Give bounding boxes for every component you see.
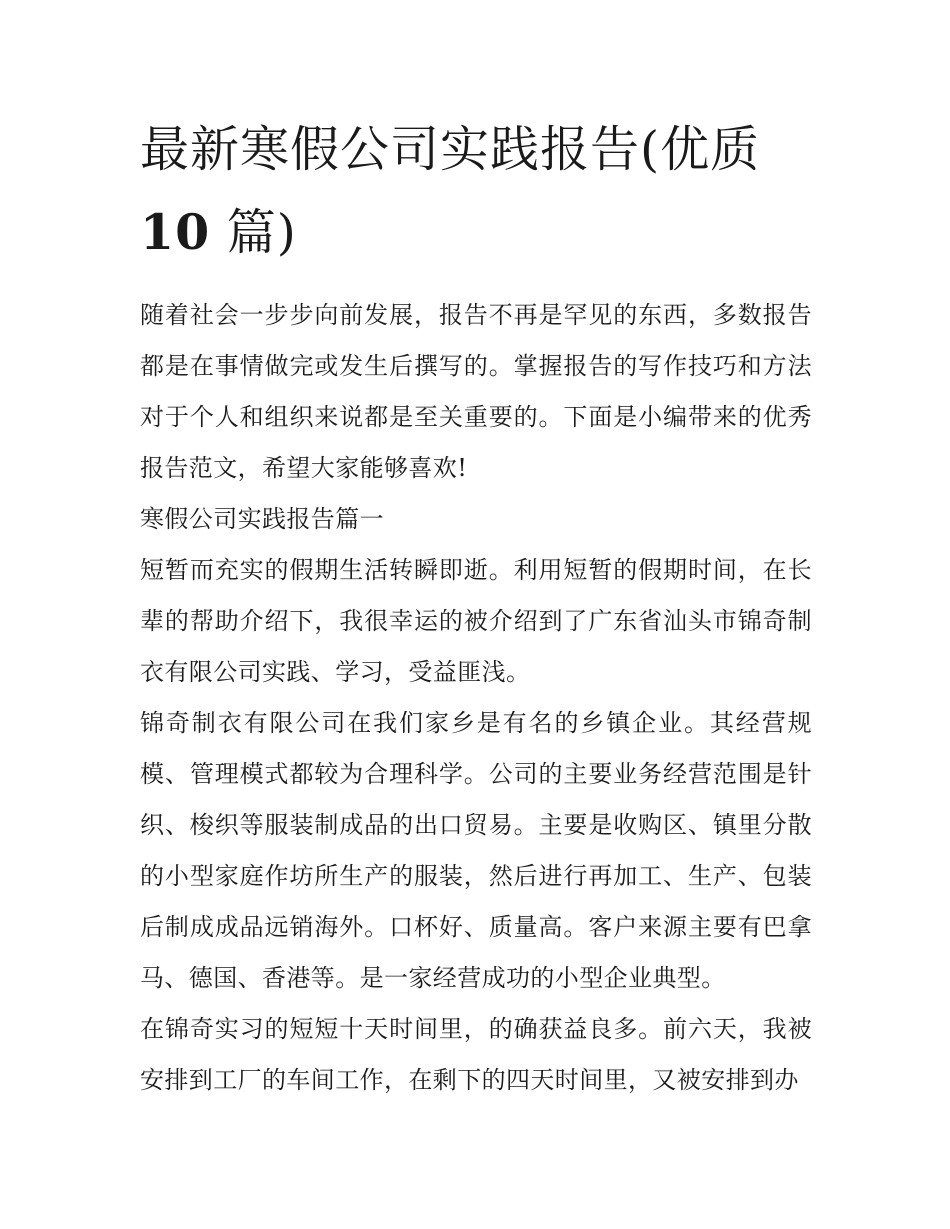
body-paragraph: 锦奇制衣有限公司在我们家乡是有名的乡镇企业。其经营规模、管理模式都较为合理科学。公司的主要业务经营范围是针织、梭织等服装制成品的出口贸易。主要是收购区、镇里分散的小型家庭作坊所生产的服装，然后进行再加工、生产、包装后制成成品远销海外。口杯好、质量高。客户来源主要有巴拿马、德国、香港等。是一家经营成功的小型企业典型。	[140, 709, 812, 992]
title-number: 10	[140, 203, 211, 261]
section-heading: 寒假公司实践报告篇一	[140, 505, 384, 533]
title-suffix: 篇)	[210, 204, 297, 261]
intro-paragraph: 随着社会一步步向前发展，报告不再是罕见的东西，多数报告都是在事情做完或发生后撰写的。掌握报告的写作技巧和方法对于个人和组织来说都是至关重要的。下面是小编带来的优秀报告范文，希望大家能够喜欢!	[140, 301, 812, 482]
body-paragraph: 短暂而充实的假期生活转瞬即逝。利用短暂的假期时间，在长辈的帮助介绍下，我很幸运的被介绍到了广东省汕头市锦奇制衣有限公司实践、学习，受益匪浅。	[140, 556, 812, 686]
title-line-1: 最新寒假公司实践报告(优质	[140, 121, 761, 178]
document-title	[140, 108, 812, 274]
body-paragraph: 在锦奇实习的短短十天时间里，的确获益良多。前六天，我被安排到工厂的车间工作，在剩下的四天时间里，又被安排到办	[140, 1015, 812, 1094]
document-page	[140, 108, 812, 1106]
